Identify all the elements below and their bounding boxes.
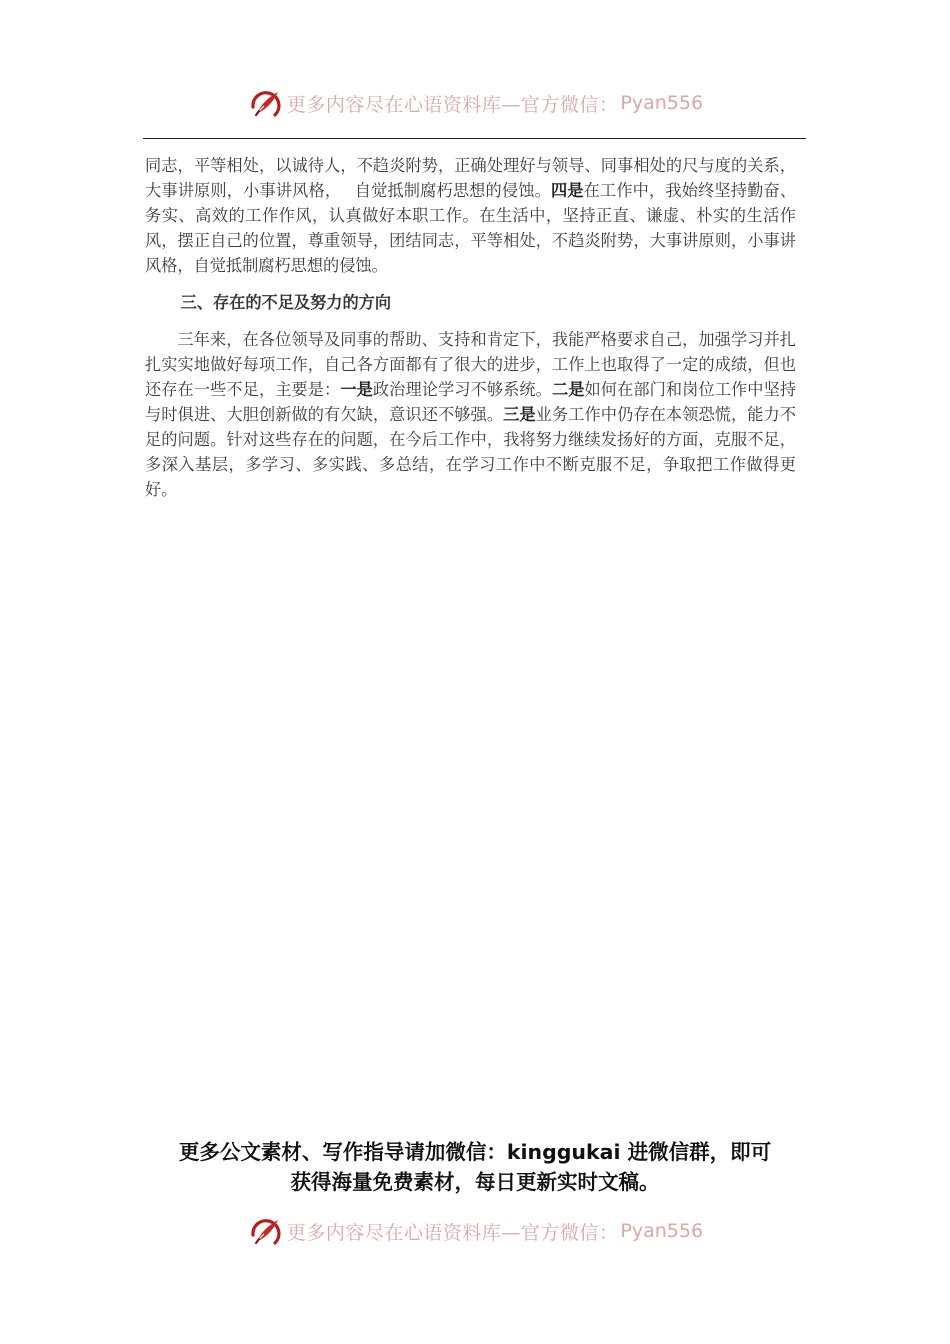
promo-notice: [120, 1137, 830, 1197]
promo-line-1: 更多公文素材、写作指导请加微信：kinggukai 进微信群，即可: [178, 1140, 772, 1164]
paragraph-text: 三年来，在各位领导及同事的帮助、支持和肯定下，我能严格要求自己，加强学习并扎扎实实地做好每项工作，自己各方面都有了很大的进步，工作上也取得了一定的成绩，但也还存在一些不足，主要是：: [145, 330, 796, 399]
header-banner-inner: [247, 85, 703, 121]
footer-account: Pyan556: [620, 1220, 704, 1242]
section-heading: 三、存在的不足及努力的方向: [180, 293, 392, 312]
quill-pen-circle-icon: [247, 1213, 283, 1249]
header-account: Pyan556: [620, 92, 704, 114]
paragraph-text: 同志，平等相处，以诚待人，不趋炎附势，正确处理好与领导、同事相处的尺与度的关系，大事讲原则，小事讲风格， 自觉抵制腐朽思想的侵蚀。: [145, 156, 796, 200]
paragraph-continuation: [145, 153, 796, 278]
footer-banner: [0, 1206, 950, 1256]
promo-line-2: 获得海量免费素材，每日更新实时文稿。: [290, 1170, 660, 1194]
keyword-first: 一是: [340, 380, 373, 399]
paragraph-text: 政治理论学习不够系统。: [372, 380, 552, 399]
footer-banner-inner: [247, 1213, 703, 1249]
header-banner: [0, 78, 950, 128]
footer-brand-text: 更多内容尽在心语资料库—官方微信：: [286, 1221, 619, 1244]
header-brand-text: 更多内容尽在心语资料库—官方微信：: [286, 93, 619, 116]
paragraph-shortcomings: [145, 327, 796, 502]
paragraph-text: 业务工作中仍存在本领恐慌，能力不足的问题。针对这些存在的问题，在今后工作中，我将努力继续发扬好的方面，克服不足，多深入基层，多学习、多实践、多总结，在学习工作中不断克服不足，争取把工作做得更好。: [145, 405, 797, 499]
keyword-third: 三是: [503, 405, 536, 424]
paragraph-text: 如何在部门和岗位工作中坚持与时俱进、大胆创新做的有欠缺，意识还不够强。: [145, 380, 797, 424]
quill-pen-circle-icon: [247, 85, 283, 121]
header-divider: [143, 138, 806, 139]
keyword-second: 二是: [551, 380, 585, 399]
paragraph-text: 在工作中，我始终坚持勤奋、务实、高效的工作作风，认真做好本职工作。在生活中，坚持正直、谦虚、朴实的生活作风，摆正自己的位置，尊重领导，团结同志，平等相处，不趋炎附势，大事讲原则，小事讲风格，自觉抵制腐朽思想的侵蚀。: [145, 181, 797, 275]
keyword-fourth: 四是: [550, 181, 584, 200]
document-body: [145, 153, 796, 502]
